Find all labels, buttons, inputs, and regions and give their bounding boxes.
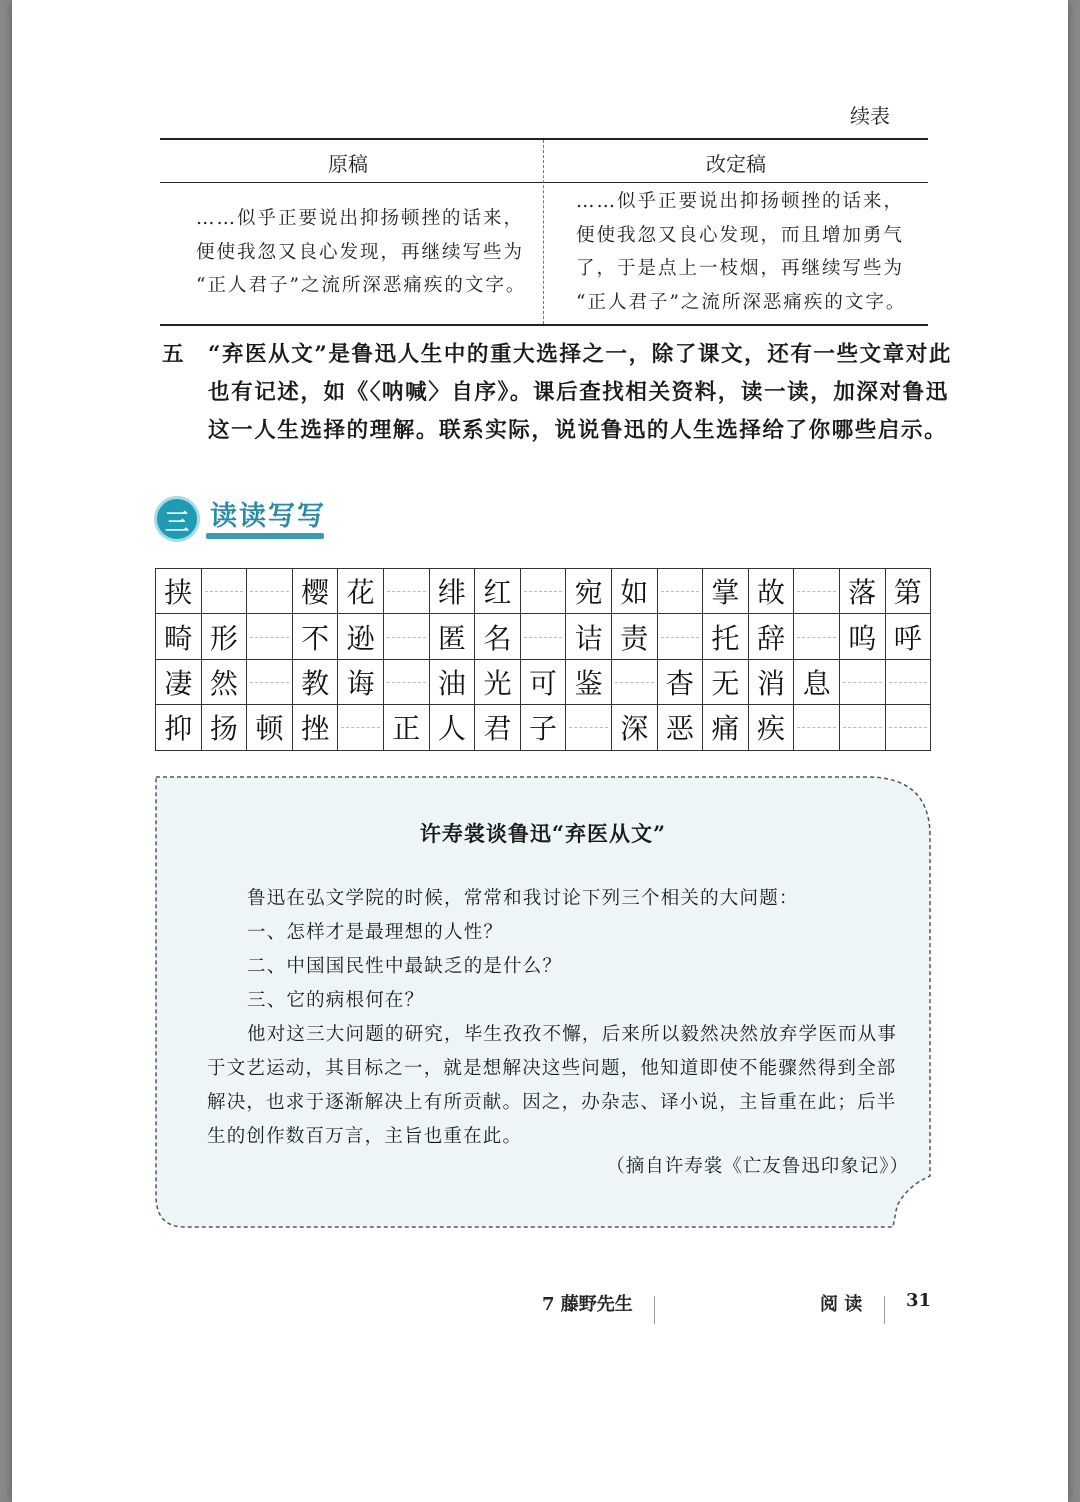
grid-character-cell: 君 xyxy=(475,705,521,750)
grid-character-cell: 匿 xyxy=(430,614,476,659)
grid-character-cell: 呼 xyxy=(886,614,932,659)
grid-character-cell: 深 xyxy=(612,705,658,750)
grid-character-cell: 子 xyxy=(521,705,567,750)
footer-separator xyxy=(654,1296,655,1324)
grid-character-cell: 诘 xyxy=(566,614,612,659)
grid-character-cell: 樱 xyxy=(293,569,339,614)
grid-character-cell: 托 xyxy=(703,614,749,659)
revised-line: 便使我忽又良心发现，而且增加勇气 xyxy=(576,224,905,246)
grid-character-cell: 杳 xyxy=(658,660,704,705)
reading-line: 生的创作数百万言，主旨也重在此。 xyxy=(207,1126,523,1147)
grid-character-cell: 诲 xyxy=(338,660,384,705)
grid-empty-cell xyxy=(794,705,840,750)
grid-empty-cell xyxy=(886,705,932,750)
grid-character-cell: 红 xyxy=(475,569,521,614)
grid-character-cell: 故 xyxy=(749,569,795,614)
grid-character-cell: 花 xyxy=(338,569,384,614)
grid-character-cell: 第 xyxy=(886,569,932,614)
grid-character-cell: 名 xyxy=(475,614,521,659)
reading-line: 于文艺运动，其目标之一，就是想解决这些问题，他知道即使不能骤然得到全部 xyxy=(207,1058,897,1079)
grid-character-cell: 教 xyxy=(293,660,339,705)
grid-character-cell: 抑 xyxy=(156,705,202,750)
grid-empty-cell xyxy=(794,569,840,614)
grid-character-cell: 消 xyxy=(749,660,795,705)
header-revised: 改定稿 xyxy=(706,152,766,176)
grid-empty-cell xyxy=(384,614,430,659)
grid-character-cell: 人 xyxy=(430,705,476,750)
original-text xyxy=(196,202,526,303)
grid-character-cell: 如 xyxy=(612,569,658,614)
question-number: 五 xyxy=(162,342,184,367)
grid-character-cell: 掌 xyxy=(703,569,749,614)
grid-character-cell: 无 xyxy=(703,660,749,705)
grid-empty-cell xyxy=(247,569,293,614)
grid-character-cell: 辞 xyxy=(749,614,795,659)
reading-line: 一、怎样才是最理想的人性？ xyxy=(247,922,504,943)
grid-character-cell: 宛 xyxy=(566,569,612,614)
grid-empty-cell xyxy=(612,660,658,705)
grid-character-cell: 正 xyxy=(384,705,430,750)
grid-character-cell: 可 xyxy=(521,660,567,705)
grid-character-cell: 扬 xyxy=(202,705,248,750)
grid-character-cell: 责 xyxy=(612,614,658,659)
reading-line: 鲁迅在弘文学院的时候，常常和我讨论下列三个相关的大问题： xyxy=(247,888,799,909)
header-original: 原稿 xyxy=(328,152,368,176)
grid-empty-cell xyxy=(384,660,430,705)
grid-empty-cell xyxy=(384,569,430,614)
grid-character-cell: 逊 xyxy=(338,614,384,659)
grid-empty-cell xyxy=(202,569,248,614)
revised-line: 了，于是点上一枝烟，再继续写些为 xyxy=(576,258,905,279)
grid-empty-cell xyxy=(794,614,840,659)
comparison-table-header xyxy=(160,140,928,183)
revised-text xyxy=(576,185,906,319)
original-line: “正人君子”之流所深恶痛疾的文字。 xyxy=(196,275,527,296)
section-number-badge: 三 xyxy=(154,496,200,542)
grid-empty-cell xyxy=(521,569,567,614)
grid-empty-cell xyxy=(840,660,886,705)
grid-character-cell: 不 xyxy=(293,614,339,659)
column-divider xyxy=(543,140,544,324)
footer-separator xyxy=(884,1296,885,1324)
question-line: 也有记述，如《〈呐喊〉自序》。课后查找相关资料，读一读，加深对鲁迅 xyxy=(208,380,949,405)
footer-lesson: 7 藤野先生 xyxy=(542,1294,633,1315)
grid-character-cell: 鉴 xyxy=(566,660,612,705)
section-title: 读读写写 xyxy=(210,501,326,532)
question-line: “弃医从文”是鲁迅人生中的重大选择之一，除了课文，还有一些文章对此 xyxy=(208,342,953,367)
question-line: 这一人生选择的理解。联系实际，说说鲁迅的人生选择给了你哪些启示。 xyxy=(208,418,948,443)
grid-character-cell: 然 xyxy=(202,660,248,705)
textbook-page xyxy=(12,0,1068,1502)
grid-character-cell: 落 xyxy=(840,569,886,614)
original-line: 便使我忽又良心发现，再继续写些为 xyxy=(196,241,525,263)
grid-empty-cell xyxy=(247,614,293,659)
grid-character-cell: 痛 xyxy=(703,705,749,750)
grid-character-cell: 挫 xyxy=(293,705,339,750)
grid-empty-cell xyxy=(658,614,704,659)
grid-character-cell: 挟 xyxy=(156,569,202,614)
reading-line: 三、它的病根何在？ xyxy=(247,990,425,1011)
original-line: ……似乎正要说出抑扬顿挫的话来， xyxy=(196,208,525,229)
comparison-table xyxy=(160,138,928,326)
grid-empty-cell xyxy=(566,705,612,750)
grid-empty-cell xyxy=(886,660,932,705)
revised-line: “正人君子”之流所深恶痛疾的文字。 xyxy=(576,291,907,313)
reading-title: 许寿裳谈鲁迅“弃医从文” xyxy=(419,821,667,846)
grid-character-cell: 形 xyxy=(202,614,248,659)
writing-grid xyxy=(155,568,931,751)
grid-character-cell: 绯 xyxy=(430,569,476,614)
grid-character-cell: 恶 xyxy=(658,705,704,750)
grid-character-cell: 畸 xyxy=(156,614,202,659)
grid-character-cell: 凄 xyxy=(156,660,202,705)
grid-character-cell: 顿 xyxy=(247,705,293,750)
reading-line: 他对这三大问题的研究，毕生孜孜不懈，后来所以毅然决然放弃学医而从事 xyxy=(247,1024,898,1045)
grid-character-cell: 息 xyxy=(794,660,840,705)
section-title-underline xyxy=(206,533,324,539)
revised-line: ……似乎正要说出抑扬顿挫的话来， xyxy=(576,191,905,212)
grid-empty-cell xyxy=(338,705,384,750)
continuation-label: 续表 xyxy=(850,104,890,128)
grid-empty-cell xyxy=(521,614,567,659)
page-number: 31 xyxy=(906,1290,932,1311)
reading-line: 解决，也求于逐渐解决上有所贡献。因之，办杂志、译小说，主旨重在此；后半 xyxy=(207,1092,897,1113)
grid-empty-cell xyxy=(840,705,886,750)
grid-character-cell: 油 xyxy=(430,660,476,705)
grid-character-cell: 光 xyxy=(475,660,521,705)
grid-empty-cell xyxy=(247,660,293,705)
footer-unit: 阅 读 xyxy=(820,1294,863,1315)
reading-source: （摘自许寿裳《亡友鲁迅印象记》） xyxy=(606,1156,909,1177)
grid-empty-cell xyxy=(658,569,704,614)
reading-box xyxy=(155,776,931,1228)
reading-line: 二、中国国民性中最缺乏的是什么？ xyxy=(247,956,563,977)
grid-character-cell: 呜 xyxy=(840,614,886,659)
grid-character-cell: 疾 xyxy=(749,705,795,750)
